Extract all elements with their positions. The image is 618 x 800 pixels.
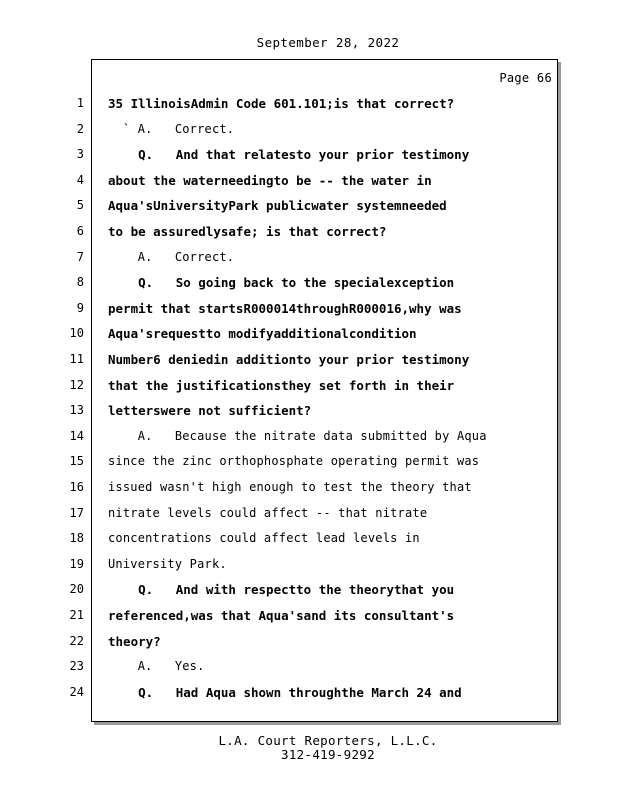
line-text: A. Because the nitrate data submitted by Aqua [108, 429, 487, 443]
line-text: University Park. [108, 557, 227, 571]
line-text: Q. And that relatesto your prior testimony [108, 147, 470, 162]
line-number: 15 [69, 454, 84, 468]
line-text: A. Yes. [108, 659, 205, 673]
line-number: 3 [76, 147, 84, 161]
line-number: 18 [69, 531, 84, 545]
line-number: 13 [69, 403, 84, 417]
line-text: Aqua'sUniversityPark publicwater systemneeded [108, 198, 447, 213]
line-text: issued wasn't high enough to test the theory that [108, 480, 472, 494]
line-text: nitrate levels could affect -- that nitrate [108, 506, 428, 520]
line-text: concentrations could affect lead levels in [108, 531, 420, 545]
line-text: Aqua'srequestto modifyadditionalcondition [108, 326, 417, 341]
line-text: letterswere not sufficient? [108, 403, 312, 418]
line-number: 20 [69, 582, 84, 596]
line-number: 7 [76, 250, 84, 264]
line-text: Number6 deniedin additionto your prior testimony [108, 352, 470, 367]
court-reporter-phone: 312-419-9292 [281, 747, 375, 762]
line-number: 11 [69, 352, 84, 366]
line-number: 12 [69, 378, 84, 392]
line-text: since the zinc orthophosphate operating permit was [108, 454, 480, 468]
line-number: 1 [76, 96, 84, 110]
line-text: Q. And with respectto the theorythat you [108, 582, 455, 597]
line-text: ` A. Correct. [108, 122, 235, 136]
line-number: 24 [69, 685, 84, 699]
line-number: 19 [69, 557, 84, 571]
line-text: A. Correct. [108, 250, 235, 264]
line-number: 14 [69, 429, 84, 443]
line-text: Q. So going back to the specialexception [108, 275, 455, 290]
line-number: 22 [69, 634, 84, 648]
line-text: about the waterneedingto be -- the water in [108, 173, 432, 188]
line-number: 6 [76, 224, 84, 238]
court-reporter-name: L.A. Court Reporters, L.L.C. [218, 733, 438, 748]
line-number: 4 [76, 173, 84, 187]
line-number: 8 [76, 275, 84, 289]
line-number: 21 [69, 608, 84, 622]
line-number: 2 [76, 122, 84, 136]
line-number: 10 [69, 326, 84, 340]
line-number: 23 [69, 659, 84, 673]
line-number: 17 [69, 506, 84, 520]
line-text: to be assuredlysafe; is that correct? [108, 224, 387, 239]
line-text: 35 IllinoisAdmin Code 601.101;is that correct? [108, 96, 455, 111]
page-number: Page 66 [499, 71, 552, 85]
line-text: theory? [108, 634, 161, 649]
line-number: 5 [76, 198, 84, 212]
line-text: permit that startsR000014throughR000016,why was [108, 301, 462, 316]
line-number: 9 [76, 301, 84, 315]
line-text: Q. Had Aqua shown throughthe March 24 and [108, 685, 462, 700]
line-number: 16 [69, 480, 84, 494]
transcript-date: September 28, 2022 [256, 35, 400, 50]
line-text: referenced,was that Aqua'sand its consultant's [108, 608, 455, 623]
line-text: that the justificationsthey set forth in their [108, 378, 455, 393]
